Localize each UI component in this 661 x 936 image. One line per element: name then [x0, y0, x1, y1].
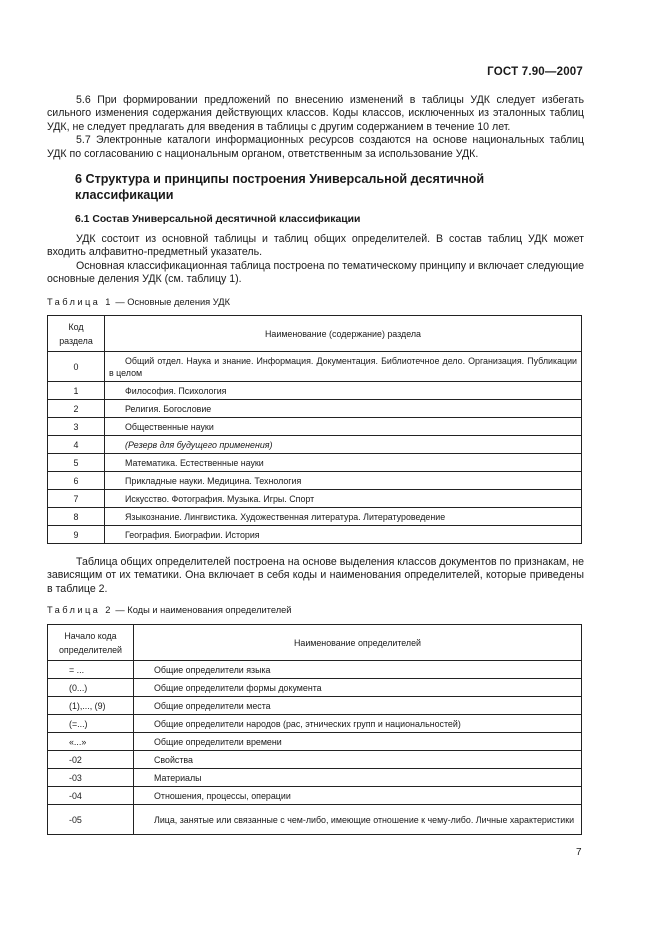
table2-caption — [47, 605, 292, 615]
table1-name: (Резерв для будущего применения) — [105, 436, 582, 454]
table2-name: Свойства — [134, 751, 582, 769]
table1-col-code: Код раздела — [48, 316, 105, 352]
table2-name: Общие определители народов (рас, этнических групп и национальностей) — [134, 715, 582, 733]
table1-col-name: Наименование (содержание) раздела — [105, 316, 582, 352]
table-row — [48, 400, 582, 418]
table-row — [48, 472, 582, 490]
table1-name: География. Биографии. История — [105, 526, 582, 544]
table2-code: = ... — [48, 661, 134, 679]
table1-code: 9 — [48, 526, 105, 544]
table-row — [48, 436, 582, 454]
table-row — [48, 508, 582, 526]
table-row — [48, 526, 582, 544]
paragraphs-mid — [47, 233, 584, 287]
table-row — [48, 418, 582, 436]
table-row — [48, 715, 582, 733]
table1-name — [105, 352, 582, 382]
table2-name: Отношения, процессы, операции — [134, 787, 582, 805]
table-row — [48, 352, 582, 382]
table1 — [47, 315, 582, 544]
table2-name: Общие определители места — [134, 697, 582, 715]
table1-code: 2 — [48, 400, 105, 418]
table1-name: Философия. Психология — [105, 382, 582, 400]
table2-col-code: Начало кода определителей — [48, 625, 134, 661]
table1-code: 5 — [48, 454, 105, 472]
table-row — [48, 490, 582, 508]
table2-code: (=...) — [48, 715, 134, 733]
table1-name: Религия. Богословие — [105, 400, 582, 418]
table-row — [48, 787, 582, 805]
table-row — [48, 733, 582, 751]
paragraph-5-6: 5.6 При формировании предложений по внесению изменений в таблицы УДК следует избегать сильного изменения содержания действующих классов. Коды классов, исключенных из эталонных таблиц УДК, не следует предлагать для введения в таблицы с другим содержанием в течение 10 лет. — [47, 94, 584, 133]
document-code: ГОСТ 7.90—2007 — [487, 66, 583, 78]
table1-caption-prefix: Таблица 1 — [47, 297, 113, 307]
table1-name: Общественные науки — [105, 418, 582, 436]
table1-caption — [47, 297, 230, 307]
table2-caption-prefix: Таблица 2 — [47, 605, 113, 615]
table-row — [48, 697, 582, 715]
table1-code: 3 — [48, 418, 105, 436]
table1-code: 0 — [48, 352, 105, 382]
table2-header-row — [48, 625, 582, 661]
table-row — [48, 454, 582, 472]
table1-name-text: Общий отдел. Наука и знание. Информация. Документация. Библиотечное дело. Организация. Публикации в целом — [109, 355, 577, 378]
table2 — [47, 624, 582, 835]
table1-code: 4 — [48, 436, 105, 454]
paragraph-main-table: Основная классификационная таблица построена по тематическому принципу и включает следующие основные деления УДК (см. таблицу 1). — [47, 259, 584, 286]
table2-name: Общие определители языка — [134, 661, 582, 679]
table2-code: -05 — [48, 805, 134, 835]
table-row — [48, 679, 582, 697]
table2-code: (1),..., (9) — [48, 697, 134, 715]
table1-name: Прикладные науки. Медицина. Технология — [105, 472, 582, 490]
table1-header-row — [48, 316, 582, 352]
table1-code: 6 — [48, 472, 105, 490]
table2-name-text: Лица, занятые или связанные с чем-либо, имеющие отношение к чему-либо. Личные характеристики — [154, 814, 575, 825]
table-row — [48, 805, 582, 835]
page-number: 7 — [576, 847, 582, 858]
table1-name: Математика. Естественные науки — [105, 454, 582, 472]
paragraph-5-7: 5.7 Электронные каталоги информационных ресурсов создаются на основе национальных таблиц УДК по согласованию с национальным органом, ответственным за использование УДК. — [47, 134, 584, 160]
table2-name: Общие определители времени — [134, 733, 582, 751]
table2-code: (0...) — [48, 679, 134, 697]
table2-code: -04 — [48, 787, 134, 805]
table1-caption-title: — Основные деления УДК — [112, 297, 230, 307]
paragraph-udc-composition: УДК состоит из основной таблицы и таблиц общих определителей. В состав таблиц УДК может входить алфавитно-предметный указатель. — [47, 233, 584, 259]
table1-name: Искусство. Фотография. Музыка. Игры. Спорт — [105, 490, 582, 508]
table-row — [48, 661, 582, 679]
table2-name: Общие определители формы документа — [134, 679, 582, 697]
table2-name — [134, 805, 582, 835]
table2-code: -02 — [48, 751, 134, 769]
paragraph-table2-intro-wrap — [47, 556, 584, 596]
table2-code: «...» — [48, 733, 134, 751]
table-row — [48, 382, 582, 400]
table-row — [48, 769, 582, 787]
table2-code: -03 — [48, 769, 134, 787]
table2-caption-title: — Коды и наименования определителей — [112, 605, 292, 615]
table-row — [48, 751, 582, 769]
table1-code: 8 — [48, 508, 105, 526]
table2-col-name: Наименование определителей — [134, 625, 582, 661]
paragraphs-top — [47, 94, 584, 161]
subsection-title: 6.1 Состав Универсальной десятичной классификации — [75, 214, 361, 225]
table2-name: Материалы — [134, 769, 582, 787]
paragraph-table2-intro: Таблица общих определителей построена на основе выделения классов документов по признакам, не зависящим от их тематики. Она включает в себя коды и наименования определителей, которые приведены в таблице 2. — [47, 556, 584, 595]
table1-code: 7 — [48, 490, 105, 508]
table1-code: 1 — [48, 382, 105, 400]
table1-name: Языкознание. Лингвистика. Художественная литература. Литературоведение — [105, 508, 582, 526]
section-title: 6 Структура и принципы построения Универсальной десятичной классификации — [75, 172, 485, 202]
